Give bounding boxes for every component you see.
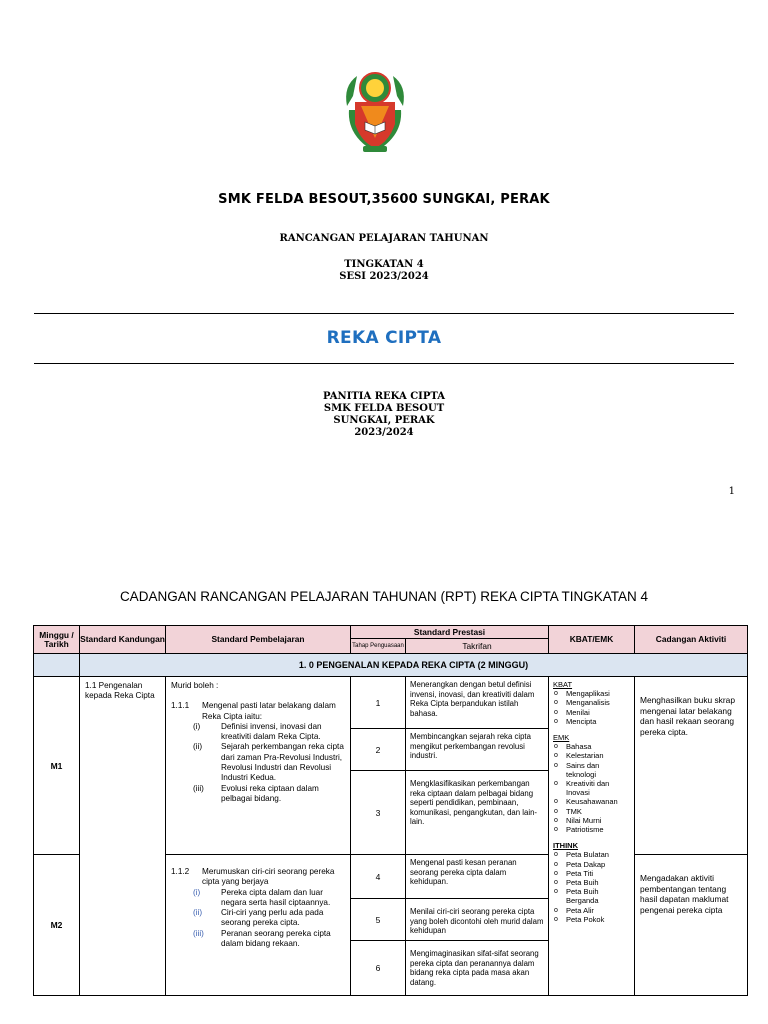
sub-standard-text: Merumuskan ciri-ciri seorang pereka cipta yang berjaya: [202, 867, 335, 887]
committee-line: 2023/2024: [354, 427, 414, 438]
rpt-table: [33, 625, 748, 996]
kbat-heading: KBAT: [553, 680, 573, 689]
week-label: M1: [34, 677, 80, 855]
divider-bottom: [34, 363, 734, 364]
activity-cell: Menghasilkan buku skrap mengenai latar belakang dan hasil rekaan seorang pereka cipta.: [635, 677, 748, 855]
kbat-list: [553, 689, 630, 726]
list-item: o Kreativiti dan Inovasi: [553, 779, 630, 797]
list-item: o Peta Buih Berganda: [553, 887, 630, 905]
section-blank: [34, 654, 80, 677]
header-level: Tahap Penguasaan: [351, 639, 406, 654]
ithink-heading: ITHINK: [553, 841, 578, 851]
list-item: o Peta Dakap: [553, 860, 630, 869]
list-item: o Bahasa: [553, 742, 630, 751]
divider-top: [34, 313, 734, 314]
learning-standard: [166, 855, 351, 996]
level-cell: 3: [351, 771, 406, 855]
list-item: o Peta Pokok: [553, 915, 630, 924]
subject-title: REKA CIPTA: [326, 328, 442, 348]
list-item: o Mengaplikasi: [553, 689, 630, 698]
emk-list: [553, 742, 630, 834]
header-content-std: Standard Kandungan: [80, 626, 166, 654]
description-cell: Mengimaginasikan sifat-sifat seorang pereka cipta dan peranannya dalam bidang reka cipta pada masa akan datang.: [406, 941, 549, 996]
week-label: M2: [34, 855, 80, 996]
list-item: o Peta Titi: [553, 869, 630, 878]
header-learning-std: Standard Pembelajaran: [166, 626, 351, 654]
list-item: o Keusahawanan: [553, 797, 630, 806]
description-cell: Menerangkan dengan betul definisi invensi, inovasi, dan kreativiti dalam Reka Cipta berpandukan istilah bahasa.: [406, 677, 549, 729]
learning-standard: [166, 677, 351, 855]
list-item: o Patriotisme: [553, 825, 630, 834]
header-description: Takrifan: [406, 639, 549, 654]
sub-standard: [171, 701, 345, 722]
kbat-emk-cell: [549, 677, 635, 996]
content-standard: 1.1 Pengenalan kepada Reka Cipta: [80, 677, 166, 996]
list-item: o Menganalisis: [553, 698, 630, 707]
committee-line: PANITIA REKA CIPTA: [323, 391, 445, 402]
plan-title: RANCANGAN PELAJARAN TAHUNAN: [279, 233, 489, 244]
description-cell: Membincangkan sejarah reka cipta mengikut perkembangan revolusi industri.: [406, 729, 549, 771]
level-cell: 4: [351, 855, 406, 899]
list-item: (iii) Evolusi reka ciptaan dalam pelbagai bidang.: [193, 783, 319, 803]
emk-heading: EMK: [553, 733, 570, 743]
list-item: (ii) Sejarah perkembangan reka cipta dari zaman Pra-Revolusi Industri, Revolusi Industri dan Revolusi Industri Kedua.: [193, 742, 344, 783]
list-item: o Menilai: [553, 708, 630, 717]
session-label: SESI 2023/2024: [339, 271, 429, 282]
list-item: (iii) Peranan seorang pereka cipta dalam bidang rekaan.: [193, 928, 331, 949]
list-item: o Peta Alir: [553, 906, 630, 915]
header-performance-std: Standard Prestasi: [351, 626, 549, 639]
header-week: Minggu / Tarikh: [34, 626, 80, 654]
list-item: (i) Definisi invensi, inovasi dan kreativiti dalam Reka Cipta.: [193, 721, 322, 742]
description-cell: Mengenal pasti kesan peranan seorang pereka cipta dalam kehidupan.: [406, 855, 549, 899]
intro-text: Murid boleh :: [171, 681, 219, 690]
section-title: 1. 0 PENGENALAN KEPADA REKA CIPTA (2 MINGGU): [80, 654, 748, 677]
committee-block: [0, 391, 768, 439]
list-item: o Kelestarian: [553, 751, 630, 760]
level-cell: 5: [351, 899, 406, 941]
form-session: [0, 259, 768, 283]
level-cell: 2: [351, 729, 406, 771]
committee-line: SMK FELDA BESOUT: [323, 403, 445, 414]
header-activity: Cadangan Aktiviti: [635, 626, 748, 654]
school-name: SMK FELDA BESOUT,35600 SUNGKAI, PERAK: [218, 192, 550, 207]
list-item: (ii) Ciri-ciri yang perlu ada pada seorang pereka cipta.: [193, 908, 324, 928]
list-item: o TMK: [553, 807, 630, 816]
list-item: o Nilai Murni: [553, 816, 630, 825]
school-crest-icon: [339, 66, 411, 158]
sub-standard-items: [193, 888, 345, 950]
activity-cell: Mengadakan aktiviti pembentangan tentang hasil dapatan maklumat pengenai pereka cipta: [635, 855, 748, 996]
list-item: (i) Pereka cipta dalam dan luar negara serta hasil ciptaannya.: [193, 887, 331, 907]
header-kbat-emk: KBAT/EMK: [549, 626, 635, 654]
level-cell: 1: [351, 677, 406, 729]
committee-line: SUNGKAI, PERAK: [333, 415, 435, 426]
description-cell: Menilai ciri-ciri seorang pereka cipta yang boleh dicontohi oleh murid dalam kehidupan: [406, 899, 549, 941]
sub-standard-items: [193, 722, 345, 804]
sub-standard: [171, 867, 345, 888]
list-item: o Peta Bulatan: [553, 850, 630, 859]
page-number: 1: [728, 486, 735, 497]
description-cell: Mengklasifikasikan perkembangan reka ciptaan dalam pelbagai bidang seperti pendidikan, pembinaan, komunikasi, pengangkutan, dan lain-lain.: [406, 771, 549, 855]
sub-standard-code: 1.1.1: [171, 701, 190, 711]
rpt-title: CADANGAN RANCANGAN PELAJARAN TAHUNAN (RPT) REKA CIPTA TINGKATAN 4: [119, 589, 649, 604]
list-item: o Peta Buih: [553, 878, 630, 887]
list-item: o Sains dan teknologi: [553, 761, 630, 779]
sub-standard-text: Mengenal pasti latar belakang dalam Reka Cipta iaitu:: [202, 701, 336, 721]
list-item: o Mencipta: [553, 717, 630, 726]
form-label: TINGKATAN 4: [344, 259, 424, 270]
sub-standard-code: 1.1.2: [171, 867, 190, 876]
level-cell: 6: [351, 941, 406, 996]
ithink-list: [553, 850, 630, 924]
